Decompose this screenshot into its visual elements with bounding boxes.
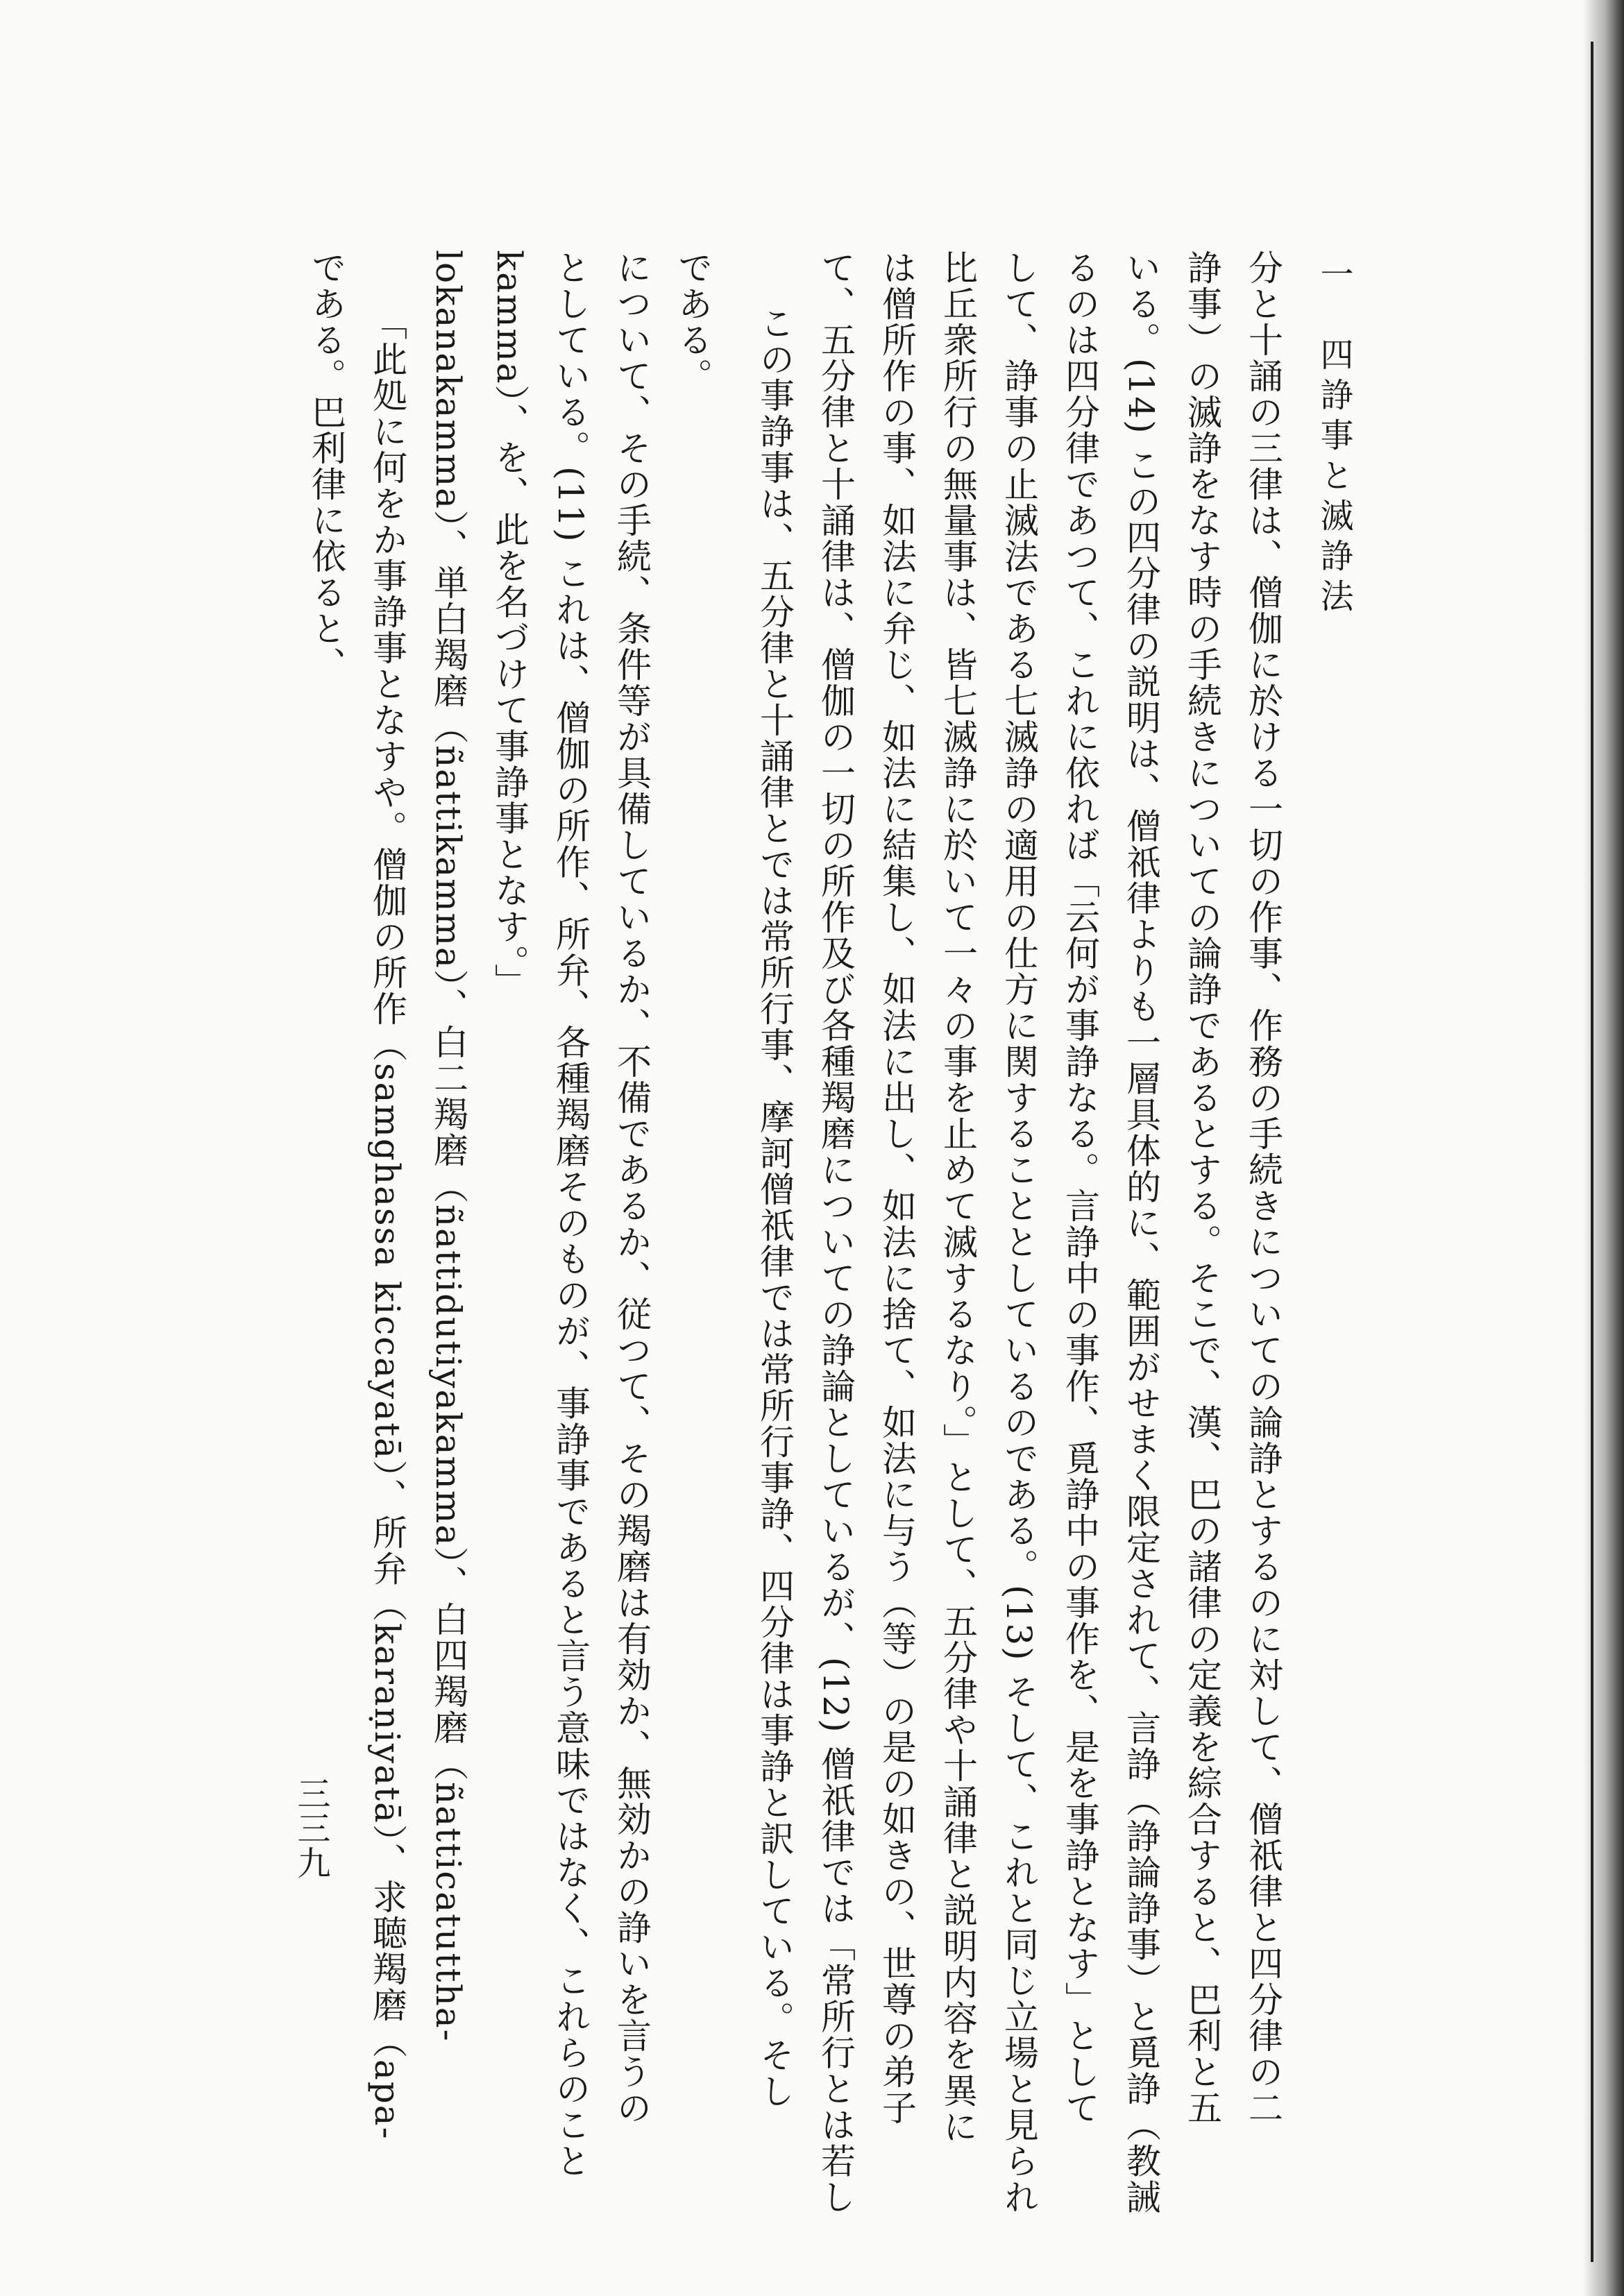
text-line-9: て、五分律と十誦律は、僧伽の一切の所作及び各種羯磨についての諍論としているが、(12) 僧祇律では「常所行とは若し [815,250,856,2216]
text-line-3: lokanakamma）、単白羯磨（ñattikamma）、白二羯磨（ñattidutiyakamma）、白四羯磨（ñatticatuttha- [428,250,468,2043]
text-line-7: である。 [673,250,713,394]
text-line-1: である。巴利律に依ると、 [306,250,346,683]
text-line-14: いる。(14) この四分律の説明は、僧祇律よりも一層具体的に、範囲がせまく限定されて、言諍（諍論諍事）と覓諍（教誡 [1121,250,1161,2216]
text-line-2: 「此処に何をか事諍事となすや。僧伽の所作（samghassa kiccayatā）、所弁（karaṇiyatā）、求聴羯磨（apa- [367,305,407,2141]
text-line-15: 諍事）の滅諍をなす時の手続きについての論諍であるとする。そこで、漢、巴の諸律の定義を綜合すると、巴利と五 [1182,250,1222,2126]
text-line-8: この事諍事は、五分律と十誦律とでは常所行事、摩訶僧祇律では常所行事諍、四分律は事諍と訳している。そし [754,305,795,2109]
page-edge-line [1591,42,1593,2262]
text-line-11: 比丘衆所行の無量事は、皆七滅諍に於いて一々の事を止めて滅するなり。」として、五分律や十誦律と説明内容を異に [938,250,978,2145]
text-line-6: について、その手続、条件等が具備しているか、不備であるか、従つて、その羯磨は有効か、無効かの諍いを言うの [611,250,652,2126]
text-line-10: は僧所作の事、如法に弁じ、如法に結集し、如法に出し、如法に捨て、如法に与う（等）の是の如きの、世尊の弟子 [877,250,917,2126]
page-number: 三三九 [291,1776,330,1880]
running-head: 一 四諍事と滅諍法 [1314,257,1353,619]
text-line-13: るのは四分律であつて、これに依れば「云何が事諍なる。言諍中の事作、覓諍中の事作を、是を事諍となす」として [1060,250,1100,2126]
text-line-5: としている。(11) これは、僧伽の所作、所弁、各種羯磨そのものが、事諍事であると言う意味ではなく、これらのこと [550,250,591,2179]
page-edge-shadow [1582,0,1624,2296]
text-line-12: して、諍事の止滅法である七滅諍の適用の仕方に関することとしているのである。(13) そして、これと同じ立場と見られ [999,250,1039,2216]
text-line-16: 分と十誦の三律は、僧伽に於ける一切の作事、作務の手続きについての論諍とするのに対して、僧祇律と四分律の二 [1243,250,1283,2126]
text-line-4: kamma）、を、此を名づけて事諍事となす。」 [489,250,530,1000]
